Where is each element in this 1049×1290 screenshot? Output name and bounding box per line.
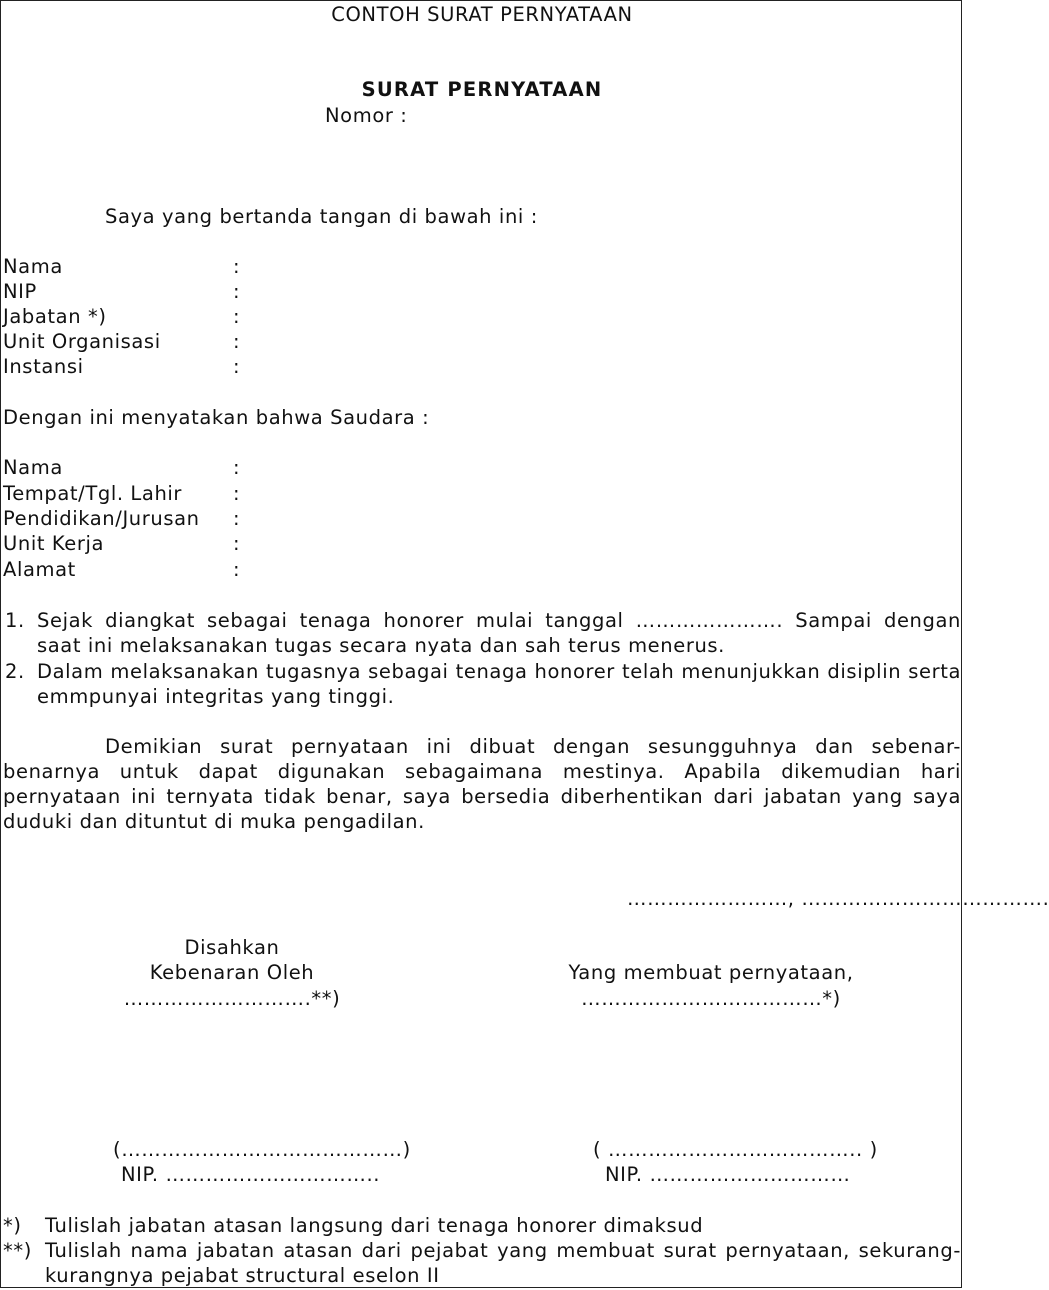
left-sign-line1: Disahkan — [184, 936, 280, 959]
place-date-line: ……………………, ………………………………. — [627, 887, 1049, 910]
subject-field-unit-kerja: Unit Kerja : — [3, 532, 241, 555]
closing-paragraph: Demikian surat pernyataan ini dibuat dengan sesungguhnya dan sebenar-benarnya untuk dapat digunakan sebagaimana mestinya. Apabila dikemudian hari pernyataan ini ternyata tidak benar, saya bersedia diberhentikan dari jabatan yang saya duduki dan dituntut di muka pengadilan. — [3, 735, 961, 833]
left-sign-name: (……………………………………) — [113, 1138, 411, 1161]
left-sign-line2: Kebenaran Oleh — [149, 961, 315, 984]
footnote: **) Tulislah nama jabatan atasan dari pejabat yang membuat surat pernyataan, sekurang-kurangnya pejabat structural eselon II — [3, 1239, 961, 1287]
left-sign-line3: ……………………….**) — [123, 987, 341, 1010]
signer-field-nip: NIP : — [3, 280, 241, 303]
signer-field-unit-organisasi: Unit Organisasi : — [3, 330, 241, 353]
left-sign-nip: NIP. ………………………….. — [121, 1163, 381, 1186]
signer-field-instansi: Instansi : — [3, 355, 241, 378]
subject-field-nama: Nama : — [3, 456, 241, 479]
subject-field-alamat: Alamat : — [3, 558, 241, 581]
subject-field-tempat-tgl-lahir: Tempat/Tgl. Lahir : — [3, 482, 241, 505]
subject-field-pendidikan: Pendidikan/Jurusan : — [3, 507, 241, 530]
top-title: CONTOH SURAT PERNYATAAN — [331, 3, 633, 26]
signer-field-nama: Nama : — [3, 255, 241, 278]
right-sign-line2: ………………………………*) — [581, 987, 841, 1010]
right-sign-name: ( ……………………………….. ) — [593, 1138, 878, 1161]
document-title: SURAT PERNYATAAN — [361, 78, 603, 101]
list-item: 1. Sejak diangkat sebagai tenaga honorer mulai tanggal …………………. Sampai dengan saat ini melaksanakan tugas secara nyata dan sah terus menerus. — [5, 609, 961, 657]
nomor-line: Nomor : — [325, 104, 408, 127]
right-sign-nip: NIP. ………………………… — [605, 1163, 851, 1186]
list-item: 2. Dalam melaksanakan tugasnya sebagai tenaga honorer telah menunjukkan disiplin serta emmpunyai integritas yang tinggi. — [5, 660, 961, 708]
right-sign-line1: Yang membuat pernyataan, — [568, 961, 854, 984]
footnote: *) Tulislah jabatan atasan langsung dari tenaga honorer dimaksud — [3, 1214, 704, 1237]
intro-text: Saya yang bertanda tangan di bawah ini : — [105, 205, 538, 228]
statement-intro: Dengan ini menyatakan bahwa Saudara : — [3, 406, 430, 429]
signer-field-jabatan: Jabatan *) : — [3, 305, 241, 328]
